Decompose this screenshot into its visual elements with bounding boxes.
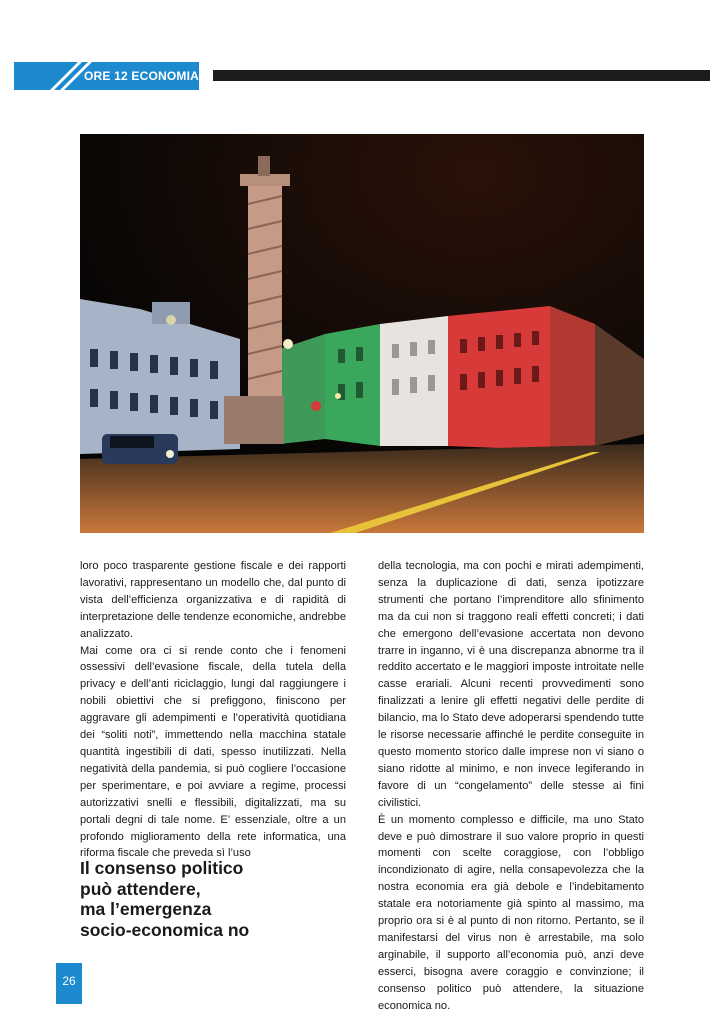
header-rule <box>213 70 710 81</box>
page-number: 26 <box>56 963 82 1004</box>
article-photo <box>80 134 644 533</box>
paragraph: della tecnologia, ma con pochi e mirati adempimenti, senza la duplicazione di dati, senza ipotizzare strumenti che portano l’imprenditore allo sfinimento ma da cui non si traggono reali effetti concreti; i dati che emergono dell’evasione accertata non devono trarre in inganno, vi è una discrepanza abnorme tra il reddito accertato e le maggiori imposte introitate nelle casse erariali. Alcuni recenti provvedimenti sono finalizzati a lenire gli effetti negativi delle perdite di bilancio, ma lo Stato deve adoperarsi spendendo tutte le risorse necessarie affinché le perdite conseguite in questo momento storico dalle imprese non vi siano o siano ridotte al minimo, e non invece legiferando in favore di un “congelamento” delle stesse ai fini civilistici. <box>378 560 644 809</box>
paragraph: loro poco trasparente gestione fiscale e dei rapporti lavorativi, rappresentano un modello che, dal punto di vista dell’efficienza organizzativa e di rapidità di interpretazione delle tendenze economiche, andrebbe analizzato. <box>80 560 346 640</box>
pull-quote-line: Il consenso politico <box>80 858 244 878</box>
section-tab <box>14 62 199 90</box>
pull-quote-line: può attendere, <box>80 878 201 899</box>
section-label: ORE 12 ECONOMIA <box>84 69 199 83</box>
pull-quote <box>80 858 360 940</box>
pull-quote-line: socio-economica no <box>80 919 250 940</box>
night-photo-piazza-colonna-tricolor <box>80 134 644 533</box>
article-column-right <box>378 558 644 1014</box>
paragraph: È un momento complesso e difficile, ma uno Stato deve e può dimostrare il suo valore proprio in questi momenti con scelte coraggiose, con l’obbligo incondizionato di agire, nella consapevolezza che la nostra economia era già debole e l’indebitamento statale era notoriamente già spinto al massimo, ma proprio ora si è al punto di non ritorno. Pertanto, se il manifestarsi del virus non è arrestabile, ma solo arginabile, il supporto all’economia può, anzi deve esserci, bisogna avere coraggio e convinzione; il consenso politico può attendere, la situazione economica no. <box>378 813 644 1012</box>
article-column-left <box>80 558 346 862</box>
pull-quote-line: ma l’emergenza <box>80 899 212 919</box>
diagonal-stripes-icon <box>14 62 94 90</box>
paragraph: Mai come ora ci si rende conto che i fenomeni ossessivi dell’evasione fiscale, della tutela della privacy e dell’anti riciclaggio, lungi dal raggiungere i nobili obiettivi che si prefiggono, finiscono per aggravare gli adempimenti e l’operatività quotidiana dei “soliti noti”, immettendo nella macchina statale quantità ingestibili di dati, spesso inutilizzati. Nella negatività della pandemia, si può cogliere l’occasione per sperimentare, e poi avviare a regime, processi autorizzativi snelli e flessibili, digitalizzati, ma su portali degni di tale nome. E’ essenziale, oltre a un profondo miglioramento della rete informatica, una riforma fiscale che preveda sì l’uso <box>80 644 346 860</box>
